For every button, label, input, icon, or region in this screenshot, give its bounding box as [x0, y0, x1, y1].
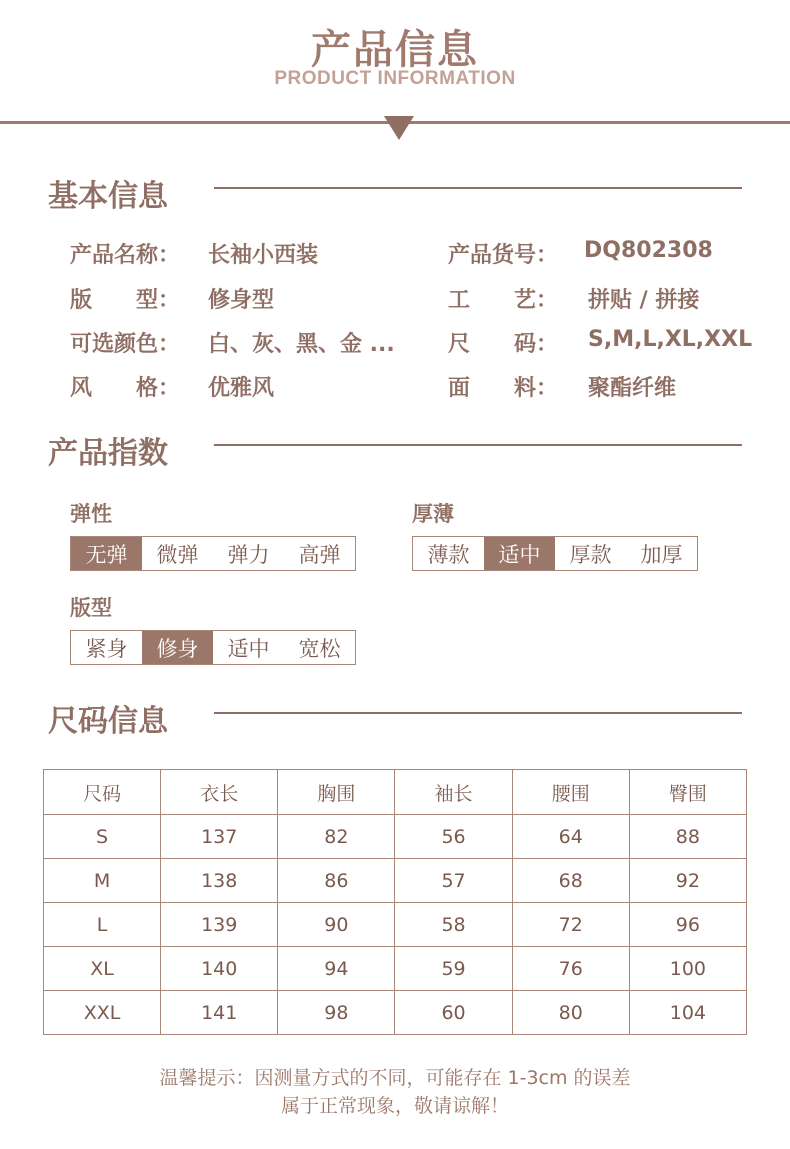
- info-value: DQ802308: [584, 238, 713, 263]
- info-value: 优雅风: [208, 376, 275, 401]
- scale-option: 厚款: [569, 542, 612, 567]
- triangle-down-icon: [384, 116, 414, 140]
- table-row: [44, 815, 747, 859]
- scale-option: 加厚: [640, 542, 683, 567]
- table-cell: 104: [629, 991, 746, 1035]
- column-header: 衣长: [161, 770, 278, 815]
- table-cell: 86: [278, 859, 395, 903]
- table-row: [44, 947, 747, 991]
- scale-option: 宽松: [298, 636, 341, 661]
- table-cell: 92: [629, 859, 746, 903]
- table-cell: 76: [512, 947, 629, 991]
- tip-note-line2: 属于正常现象，敬请谅解！: [280, 1095, 509, 1117]
- table-cell: 98: [278, 991, 395, 1035]
- info-value: 聚酯纤维: [588, 376, 677, 401]
- table-cell: XL: [44, 947, 161, 991]
- column-header: 胸围: [278, 770, 395, 815]
- table-cell: 80: [512, 991, 629, 1035]
- scale-option: 弹力: [227, 542, 270, 567]
- table-cell: 140: [161, 947, 278, 991]
- table-cell: 94: [278, 947, 395, 991]
- table-cell: 141: [161, 991, 278, 1035]
- scale-option: 适中: [227, 636, 270, 661]
- info-value: 长袖小西装: [208, 243, 319, 268]
- info-key: 尺 码：: [448, 332, 559, 357]
- table-row: [44, 991, 747, 1035]
- table-cell: 58: [395, 903, 512, 947]
- table-header-row: [44, 770, 747, 815]
- section-title-basic: 基本信息: [48, 179, 168, 214]
- size-table: [43, 769, 747, 1035]
- elasticity-label: 弹性: [70, 502, 112, 526]
- column-header: 腰围: [512, 770, 629, 815]
- column-header: 尺码: [44, 770, 161, 815]
- info-key: 产品名称：: [70, 243, 181, 268]
- table-cell: 100: [629, 947, 746, 991]
- table-cell: 138: [161, 859, 278, 903]
- info-key: 面 料：: [448, 376, 559, 401]
- info-key: 可选颜色：: [70, 332, 181, 357]
- info-value: 拼贴 / 拼接: [588, 288, 700, 313]
- scale-option: 修身: [142, 631, 213, 664]
- table-cell: 137: [161, 815, 278, 859]
- table-cell: L: [44, 903, 161, 947]
- table-cell: 64: [512, 815, 629, 859]
- table-cell: 59: [395, 947, 512, 991]
- info-key: 风 格：: [70, 376, 181, 401]
- tip-note-line1: 温馨提示：因测量方式的不同，可能存在 1-3cm 的误差: [159, 1067, 631, 1089]
- table-cell: 139: [161, 903, 278, 947]
- fit-scale: [70, 630, 356, 665]
- page-title: 产品信息: [311, 27, 479, 73]
- table-cell: 57: [395, 859, 512, 903]
- info-key: 产品货号：: [448, 243, 559, 268]
- table-cell: 56: [395, 815, 512, 859]
- elasticity-scale: [70, 536, 356, 571]
- table-row: [44, 859, 747, 903]
- section-title-size: 尺码信息: [48, 704, 168, 739]
- table-cell: 96: [629, 903, 746, 947]
- table-cell: 72: [512, 903, 629, 947]
- scale-option: 紧身: [85, 636, 128, 661]
- section-divider: [214, 444, 742, 446]
- section-title-index: 产品指数: [48, 436, 168, 471]
- section-divider: [214, 187, 742, 189]
- scale-option: 无弹: [71, 537, 142, 570]
- table-row: [44, 903, 747, 947]
- table-cell: 82: [278, 815, 395, 859]
- table-cell: 60: [395, 991, 512, 1035]
- column-header: 袖长: [395, 770, 512, 815]
- section-divider: [214, 712, 742, 714]
- info-value: 白、灰、黑、金 ...: [208, 332, 395, 357]
- info-value: S,M,L,XL,XXL: [588, 327, 753, 352]
- info-key: 版 型：: [70, 288, 181, 313]
- scale-option: 适中: [484, 537, 555, 570]
- column-header: 臀围: [629, 770, 746, 815]
- thickness-label: 厚薄: [412, 502, 454, 526]
- table-cell: 68: [512, 859, 629, 903]
- fit-label: 版型: [70, 596, 112, 620]
- table-cell: 88: [629, 815, 746, 859]
- info-key: 工 艺：: [448, 288, 559, 313]
- table-cell: XXL: [44, 991, 161, 1035]
- table-cell: M: [44, 859, 161, 903]
- page-subtitle: PRODUCT INFORMATION: [274, 68, 516, 89]
- table-cell: S: [44, 815, 161, 859]
- thickness-scale: [412, 536, 698, 571]
- info-value: 修身型: [208, 288, 275, 313]
- scale-option: 微弹: [156, 542, 199, 567]
- table-cell: 90: [278, 903, 395, 947]
- scale-option: 高弹: [298, 542, 341, 567]
- scale-option: 薄款: [427, 542, 470, 567]
